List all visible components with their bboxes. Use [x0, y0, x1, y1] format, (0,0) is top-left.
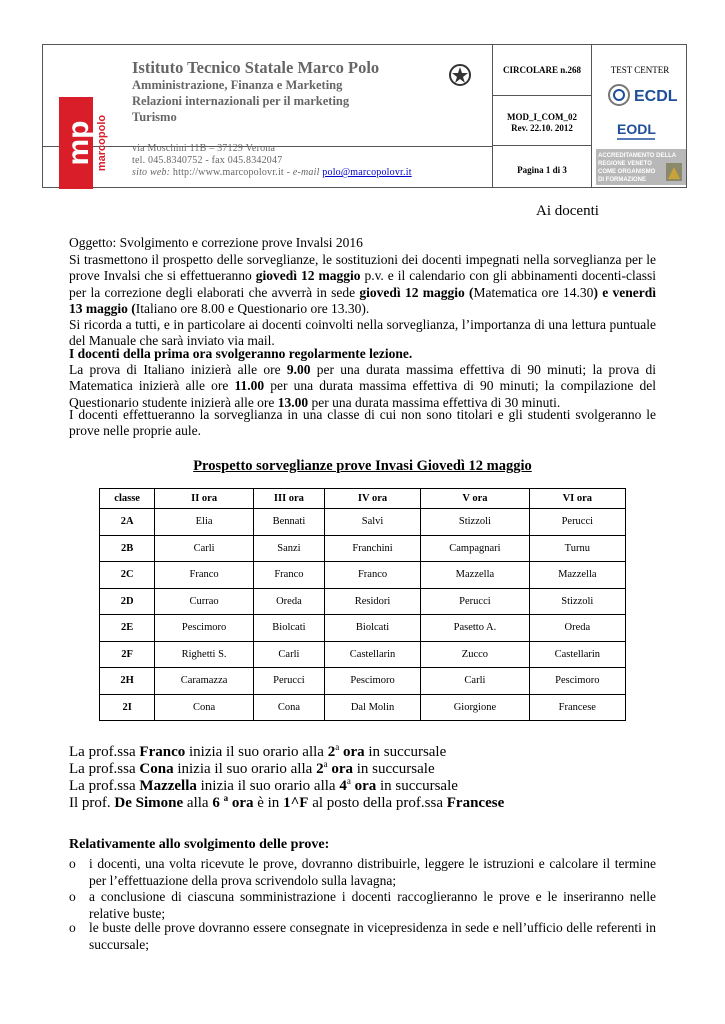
address: via Moschini 11B – 37129 Verona — [132, 143, 276, 154]
table-cell: Franco — [324, 562, 420, 589]
list-item: o a conclusione di ciascuna somministrazione i docenti raccoglieranno le prove e le inseriranno nelle relative buste; — [69, 889, 656, 921]
table-row — [100, 535, 626, 562]
revision: Rev. 22.10. 2012 — [511, 123, 573, 133]
table-cell: Pasetto A. — [421, 615, 529, 642]
list-item: o i docenti, una volta ricevute le prove, dovranno distribuirle, leggere le istruzioni e calcolare il termine per l’effettuazione della prova scrivendolo sulla lavagna; — [69, 856, 656, 888]
table-cell: Franco — [155, 562, 254, 589]
svg-text:REGIONE VENETO: REGIONE VENETO — [598, 161, 652, 167]
table-row — [100, 668, 626, 695]
table-cell: 2A — [100, 509, 155, 536]
surveillance-table — [99, 488, 626, 721]
letterhead — [42, 44, 687, 188]
dept-line: Relazioni internazionali per il marketing — [132, 94, 350, 108]
table-header: VI ora — [529, 489, 625, 509]
paragraph-manual: Si ricorda a tutti, e in particolare ai docenti coinvolti nella sorveglianza, l’importanza di una lettura puntuale del Manuale che sarà inviato via mail. — [69, 317, 656, 349]
school-name: Istituto Tecnico Statale Marco Polo — [132, 58, 380, 77]
table-row — [100, 588, 626, 615]
note-line: La prof.ssa Franco inizia il suo orario alla 2$^a$ ora in succursale — [69, 742, 447, 760]
table-cell: 2C — [100, 562, 155, 589]
table-cell: Giorgione — [421, 694, 529, 721]
web-url[interactable]: http://www.marcopolovr.it — [172, 167, 284, 178]
table-cell: Salvi — [324, 509, 420, 536]
marcopolo-logo — [59, 97, 117, 189]
divider — [492, 145, 591, 146]
divider — [591, 45, 592, 187]
note-line: La prof.ssa Cona inizia il suo orario alla 2$^a$ ora in succursale — [69, 759, 435, 777]
dept-line: Amministrazione, Finanza e Marketing — [132, 78, 343, 92]
table-cell: 2E — [100, 615, 155, 642]
paragraph-intro: Si trasmettono il prospetto delle sorveglianze, le sostituzioni dei docenti impegnati nella sorveglianza per le prove Invalsi che si effettueranno giovedì 12 maggio p.v. e il calendario con gli abbinamenti docenti-classi per la correzione degli elaborati che avverrà in sede giovedì 12 maggio (Matematica ore 14.30) e venerdì 13 maggio (Italiano ore 8.00 e Questionario ore 13.30). — [69, 252, 656, 316]
note-line: Il prof. De Simone alla 6 $^a$ ora è in 1^F al posto della prof.ssa Francese — [69, 793, 505, 811]
procedure-heading: Relativamente allo svolgimento delle prove: — [69, 837, 330, 852]
table-cell: 2D — [100, 588, 155, 615]
table-cell: Sanzi — [253, 535, 324, 562]
table-header-row — [100, 489, 626, 509]
table-cell: Perucci — [529, 509, 625, 536]
svg-text:COME ORGANISMO: COME ORGANISMO — [598, 169, 656, 175]
table-header: II ora — [155, 489, 254, 509]
table-row — [100, 641, 626, 668]
table-cell: Elia — [155, 509, 254, 536]
table-cell: Mazzella — [529, 562, 625, 589]
table-cell: Cona — [253, 694, 324, 721]
paragraph-surveillance: I docenti effettueranno la sorveglianza in una classe di cui non sono titolari e gli studenti svolgeranno le prove nelle proprie aule. — [69, 407, 656, 439]
table-cell: Carli — [421, 668, 529, 695]
circolare-number: CIRCOLARE n.268 — [502, 65, 581, 75]
table-row — [100, 694, 626, 721]
table-cell: Campagnari — [421, 535, 529, 562]
table-cell: Biolcati — [253, 615, 324, 642]
bullet-icon: o — [69, 856, 76, 871]
eodl-logo — [615, 118, 665, 144]
logo-word: marcopolo — [96, 114, 108, 172]
email-label: - e-mail — [286, 167, 320, 178]
logo-letters: mp — [62, 120, 95, 166]
table-row — [100, 562, 626, 589]
table-cell: Castellarin — [324, 641, 420, 668]
bullet-icon: o — [69, 889, 76, 904]
page-number: Pagina 1 di 3 — [517, 165, 567, 175]
recipient: Ai docenti — [536, 203, 599, 219]
table-cell: Carli — [253, 641, 324, 668]
table-cell: Stizzoli — [421, 509, 529, 536]
note-line: La prof.ssa Mazzella inizia il suo orario alla 4$^a$ ora in succursale — [69, 776, 458, 794]
table-cell: Stizzoli — [529, 588, 625, 615]
table-cell: 2F — [100, 641, 155, 668]
paragraph-first-hour: I docenti della prima ora svolgeranno regolarmente lezione. — [69, 346, 413, 361]
divider — [492, 45, 493, 187]
svg-text:DI FORMAZIONE: DI FORMAZIONE — [598, 177, 646, 183]
paragraph-timing: La prova di Italiano inizierà alle ore 9.00 per una durata massima effettiva di 90 minuti; la prova di Matematica inizierà alle ore 11.00 per una durata massima effettiva di 90 minuti; la compilazione del Questionario studente inizierà alle ore 13.00 per una durata massima effettiva di 30 minuti. — [69, 362, 656, 410]
table-cell: Oreda — [529, 615, 625, 642]
mod-code: MOD_I_COM_02 — [507, 112, 577, 122]
accreditation-badge — [596, 149, 686, 185]
section-title: Prospetto sorveglianze prove Invasi Giovedì 12 maggio — [193, 458, 532, 474]
divider — [492, 95, 591, 96]
table-cell: 2I — [100, 694, 155, 721]
table-header: V ora — [421, 489, 529, 509]
table-header: IV ora — [324, 489, 420, 509]
table-cell: 2B — [100, 535, 155, 562]
list-item: o le buste delle prove dovranno essere consegnate in vicepresidenza in sede e nell’ufficio delle referenti in succursale; — [69, 920, 656, 952]
email-link[interactable]: polo@marcopolovr.it — [322, 167, 412, 178]
svg-text:ACCREDITAMENTO DELLA: ACCREDITAMENTO DELLA — [598, 153, 677, 159]
table-cell: Cona — [155, 694, 254, 721]
table-cell: Franchini — [324, 535, 420, 562]
eodl-text: EODL — [617, 121, 656, 137]
table-cell: 2H — [100, 668, 155, 695]
table-cell: Pescimoro — [155, 615, 254, 642]
table-cell: Carli — [155, 535, 254, 562]
table-cell: Currao — [155, 588, 254, 615]
ecdl-text: ECDL — [634, 88, 678, 105]
emblem-icon — [448, 63, 472, 87]
subject-line: Oggetto: Svolgimento e correzione prove Invalsi 2016 — [69, 235, 363, 250]
table-cell: Pescimoro — [324, 668, 420, 695]
test-center-label: TEST CENTER — [610, 65, 670, 75]
table-cell: Perucci — [253, 668, 324, 695]
table-cell: Mazzella — [421, 562, 529, 589]
table-cell: Bennati — [253, 509, 324, 536]
table-cell: Zucco — [421, 641, 529, 668]
ecdl-logo — [608, 83, 680, 107]
table-cell: Residori — [324, 588, 420, 615]
table-cell: Francese — [529, 694, 625, 721]
table-cell: Turnu — [529, 535, 625, 562]
table-cell: Pescimoro — [529, 668, 625, 695]
contacts — [132, 167, 412, 178]
table-cell: Dal Molin — [324, 694, 420, 721]
table-cell: Castellarin — [529, 641, 625, 668]
dept-line: Turismo — [132, 110, 177, 124]
table-cell: Righetti S. — [155, 641, 254, 668]
table-header: classe — [100, 489, 155, 509]
table-cell: Perucci — [421, 588, 529, 615]
phone: tel. 045.8340752 - fax 045.8342047 — [132, 155, 283, 166]
table-row — [100, 509, 626, 536]
table-header: III ora — [253, 489, 324, 509]
table-cell: Franco — [253, 562, 324, 589]
table-cell: Biolcati — [324, 615, 420, 642]
web-label: sito web: — [132, 167, 171, 178]
table-cell: Oreda — [253, 588, 324, 615]
bullet-icon: o — [69, 920, 76, 935]
table-row — [100, 615, 626, 642]
table-cell: Caramazza — [155, 668, 254, 695]
